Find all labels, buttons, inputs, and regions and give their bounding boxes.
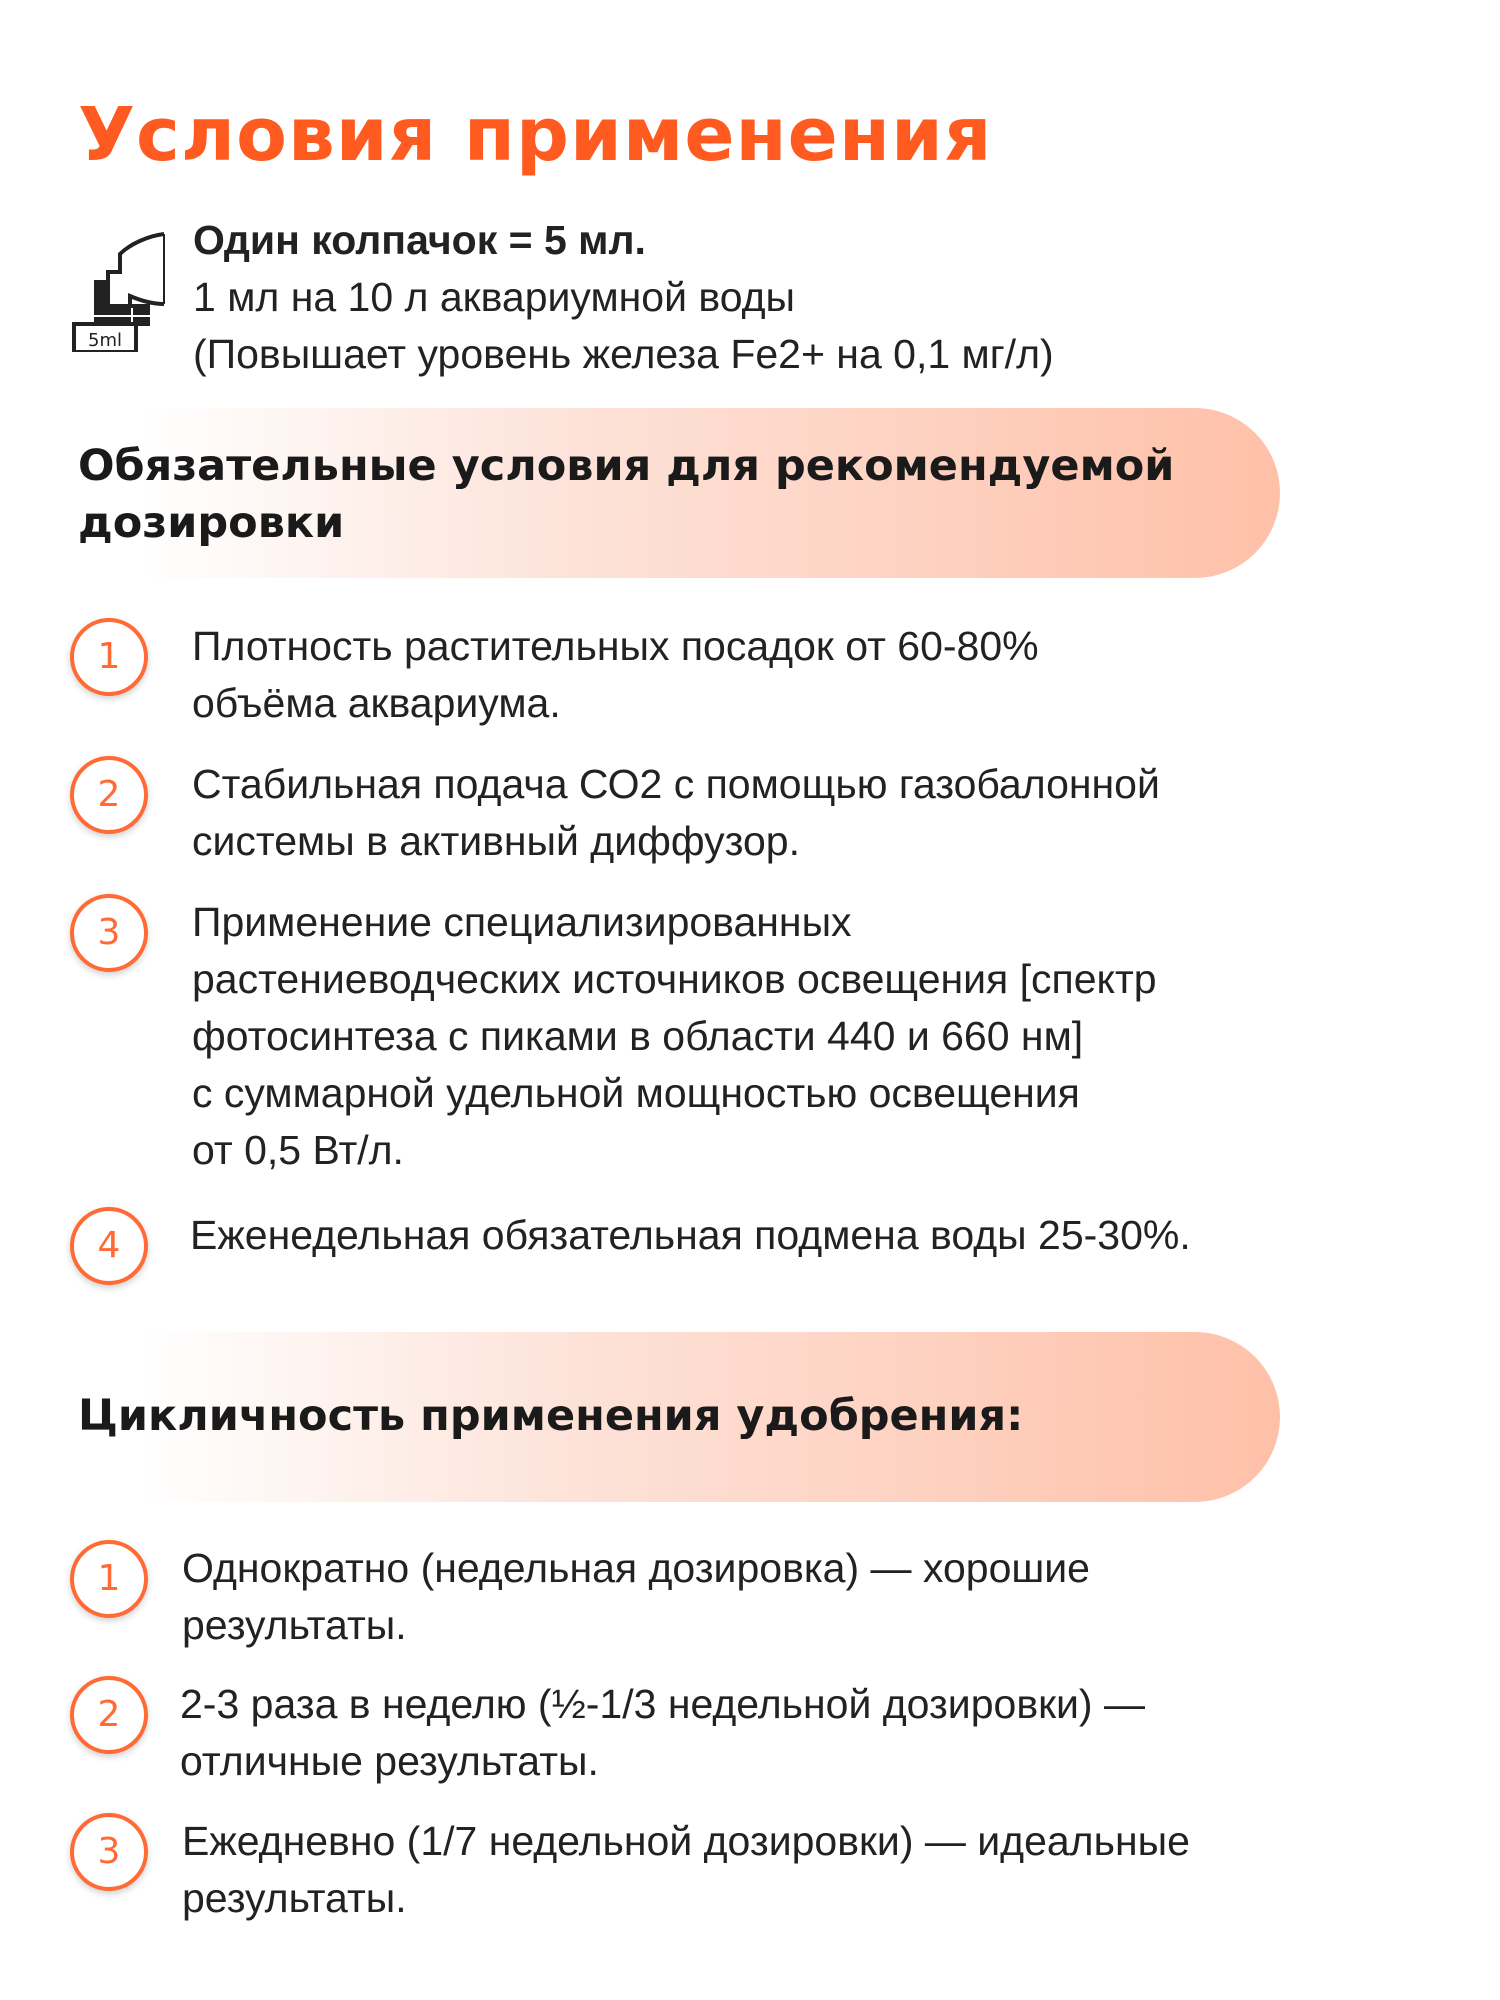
cycle-text: 2-3 раза в неделю (½-1/3 недельной дозировки) — отличные результаты. [180,1681,1145,1784]
number-badge: 2 [70,1676,148,1754]
measuring-cap-icon [68,232,174,352]
dose-iron-note: (Повышает уровень железа Fe2+ на 0,1 мг/л) [193,331,1054,377]
dose-icon-label: 5ml [88,330,122,351]
requirement-text: Еженедельная обязательная подмена воды 25-30%. [190,1212,1191,1258]
number-badge: 3 [70,894,148,972]
requirements-heading: Обязательные условия для рекомендуемой дозировки [78,441,1175,548]
number-badge: 1 [70,618,148,696]
cycle-text: Однократно (недельная дозировка) — хорошие результаты. [182,1545,1090,1648]
dose-ratio: 1 мл на 10 л аквариумной воды [193,274,795,320]
number-badge: 4 [70,1207,148,1285]
cycle-text: Ежедневно (1/7 недельной дозировки) — идеальные результаты. [182,1818,1190,1921]
cycle-banner [70,1332,1280,1502]
dose-cap-volume: Один колпачок = 5 мл. [193,217,646,263]
requirement-text: Применение специализированных растениеводческих источников освещения [спектр фотосинтеза с пиками в области 440 и 660 нм] с суммарной удельной мощностью освещения от 0,5 Вт/л. [192,899,1157,1173]
requirement-text: Плотность растительных посадок от 60-80% объёма аквариума. [192,623,1039,726]
number-badge: 2 [70,756,148,834]
requirement-text: Стабильная подача СО2 с помощью газобалонной системы в активный диффузор. [192,761,1160,864]
dose-info [193,212,1054,383]
page-title: Условия применения [78,92,993,178]
number-badge: 3 [70,1813,148,1891]
cycle-heading: Цикличность применения удобрения: [78,1391,1024,1441]
number-badge: 1 [70,1540,148,1618]
requirements-banner [70,408,1280,578]
